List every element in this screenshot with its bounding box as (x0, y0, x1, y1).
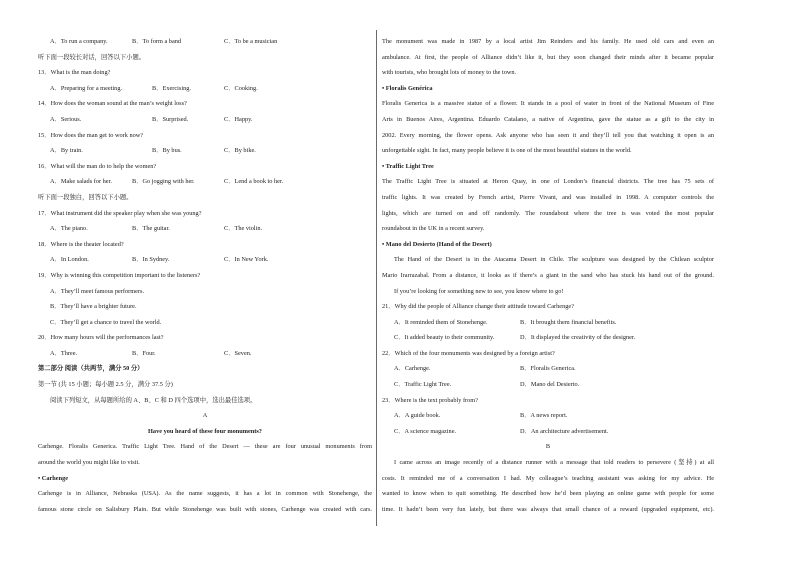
q19-option-c: C．They’ll get a chance to travel the world. (50, 318, 162, 326)
q21-options-cd (382, 330, 714, 346)
floralis-line-3: 2002. Every morning, the flower opens. Ask anyone who has seen it and they’ll tell you that watching it open is an (382, 131, 714, 139)
passage-a-label: A (202, 412, 208, 420)
q19-option-a: A．They’ll meet famous performers. (50, 287, 145, 295)
q21-question: 21．Why did the people of Alliance change their attitude toward Carhenge? (382, 303, 574, 311)
q16-option-b: B．Go jogging with her. (132, 178, 195, 186)
q17-option-a: A．The piano. (50, 225, 88, 233)
q16-option-a: A．Make salads for her. (50, 178, 112, 186)
floralis-line-4: unforgettable sight. In fact, many people believe it is one of the most beautiful statues in the world. (382, 147, 632, 155)
q21-option-c: C．It added beauty to their community. (394, 334, 495, 342)
q20-question: 20．How many hours will the performances last? (38, 334, 164, 342)
traffic-line-4: roundabout in the UK in a recent survey. (382, 225, 485, 233)
q15-option-c: C．By bike. (224, 147, 256, 155)
passage9-intro: 听下面一段独白，回答以下小题。 (38, 193, 133, 201)
q22-option-b: B．Floralis Generica. (520, 365, 576, 373)
traffic-line-2: traffic lights. It was created by French artist, Pierre Vivant, and was installed in 1998. A computer controls the (382, 193, 714, 201)
mano-line-2: Mario Irarrazabal. From a distance, it looks as if there’s a giant in the sand who has stuck his hand out of the ground. (382, 271, 714, 279)
column-divider (376, 30, 377, 526)
q17-option-b: B．The guitar. (132, 225, 170, 233)
q22-option-a: A．Carhenge. (394, 365, 431, 373)
passage-b-line-3: wanted to know when to quit something. He described how he’d been playing an online game with people for some (382, 490, 714, 498)
q22-option-c: C．Traffic Light Tree. (394, 381, 452, 389)
q14-question: 14．How does the woman sound at the man’s weight loss? (38, 100, 187, 108)
passage-b-line-4: time. It hadn’t been very fun lately, but there was always that small chance of a reward (upgraded equipment, etc). (382, 505, 714, 513)
q19-question: 19．Why is winning this competition important to the listeners? (38, 271, 201, 279)
q18-option-b: B．In Sydney. (132, 256, 170, 264)
passage-b-label: B (545, 443, 551, 451)
intro-line-2: around the world you might like to visit. (38, 459, 140, 467)
q21-option-d: D．It displayed the creativity of the designer. (520, 334, 636, 342)
floralis-line-1: Floralis Generica is a massive statue of a flower. It stands in a pool of water in front of the National Museum of Fine (382, 100, 714, 108)
left-column (38, 34, 372, 517)
q22-question: 22．Which of the four monuments was designed by a foreign artist? (382, 349, 555, 357)
q21-option-a: A．It reminded them of Stonehenge. (394, 318, 488, 326)
q18-options (38, 252, 372, 268)
q16-option-c: C．Lend a book to her. (224, 178, 284, 186)
q14-option-c: C．Happy. (224, 115, 253, 123)
q12-option-a: A．To run a company. (50, 38, 108, 45)
q13-question: 13．What is the man doing? (38, 69, 111, 77)
q18-question: 18．Where is the theater located? (38, 240, 124, 248)
q13-option-b: B．Exercising. (152, 84, 191, 92)
traffic-line-3: lights, which are turned on and off randomly. The roundabout where the tree is was voted the most popular (382, 209, 714, 217)
q16-options (38, 174, 372, 190)
carhenge-heading: • Carhenge (38, 474, 69, 482)
q14-option-b: B．Surprised. (152, 115, 189, 123)
carhenge-cont-line-3: with tourists, who brought lots of money to the town. (382, 69, 517, 77)
carhenge-cont-line-1: The monument was made in 1987 by a local artist Jim Reinders and his family. He used old cars and even an (382, 38, 714, 45)
passage-b-line-2: costs. It reminded me of a conversation I had. My colleague’s teaching assistant was asking for my advice. He (382, 474, 714, 482)
q17-option-c: C．The violin. (224, 225, 263, 233)
traffic-line-1: The Traffic Light Tree is situated at Heron Quay, in one of London’s financial districts. The tree has 75 sets of (382, 178, 714, 186)
q15-option-b: B．By bus. (152, 147, 182, 155)
mano-heading: • Mano del Desierto (Hand of the Desert) (382, 240, 492, 248)
q23-option-c: C．A science magazine. (394, 427, 457, 435)
q20-option-c: C．Seven. (224, 349, 252, 357)
intro-line-1: Carhenge. Floralis Generica. Traffic Light Tree. Hand of the Desert — these are four unusual monuments from (38, 443, 372, 451)
floralis-heading: • Floralis Genérica (382, 84, 433, 92)
q22-options-cd (382, 377, 714, 393)
q18-option-c: C．In New York. (224, 256, 269, 264)
q18-option-a: A．In London. (50, 256, 89, 264)
q23-option-d: D．An architecture advertisement. (520, 427, 609, 435)
q14-options (38, 112, 372, 128)
q16-question: 16．What will the man do to help the women? (38, 162, 157, 170)
q23-question: 23．Where is the text probably from? (382, 396, 478, 404)
passage-a-title: Have you heard of these four monuments? (148, 427, 262, 435)
q15-option-a: A．By train. (50, 147, 83, 155)
mano-line-3: If you’re looking for something new to see, you know where to go! (394, 287, 564, 295)
q17-question: 17．What instrument did the speaker play when she was young? (38, 209, 202, 217)
q12-option-c: C．To be a musician (224, 38, 278, 45)
section1-title: 第一节 (共 15 小题；每小题 2.5 分，满分 37.5 分) (38, 381, 173, 389)
q19-option-b: B．They’ll have a brighter future. (50, 303, 137, 311)
q13-option-c: C．Cooking. (224, 84, 258, 92)
carhenge-line-2: famous stone circle on Salisbury Plain. But while Stonehenge was built with stones, Carhenge was created with cars. (38, 505, 372, 513)
q20-option-b: B．Four. (132, 349, 156, 357)
q21-option-b: B．It brought them financial benefits. (520, 318, 617, 326)
passage8-intro: 听下面一段较长对话，回答以下小题。 (38, 53, 146, 61)
q20-options (38, 346, 372, 362)
q22-options-ab (382, 361, 714, 377)
traffic-heading: • Traffic Light Tree (382, 162, 434, 170)
q23-options-ab (382, 408, 714, 424)
q21-options-ab (382, 315, 714, 331)
q22-option-d: D．Mano del Desierto. (520, 381, 580, 389)
q12-option-b: B．To form a band (132, 38, 182, 45)
q12-options (38, 34, 372, 50)
q15-question: 15．How does the man get to work now? (38, 131, 144, 139)
q20-option-a: A．Three. (50, 349, 78, 357)
mano-line-1: The Hand of the Desert is in the Atacama Desert in Chile. The sculpture was designed by the Chilean sculptor (394, 256, 714, 264)
q23-option-b: B．A news report. (520, 412, 568, 420)
q23-options-cd (382, 424, 714, 440)
floralis-line-2: Arts in Buenos Aires, Argentina. Eduardo Catalano, a native of Argentina, gave the statue as a gift to the city in (382, 115, 714, 123)
q14-option-a: A．Serious. (50, 115, 82, 123)
q15-options (38, 143, 372, 159)
carhenge-line-1: Carhenge is in Alliance, Nebraska (USA). As the name suggests, it has a lot in common with Stonehenge, the (38, 490, 372, 498)
q13-option-a: A．Preparing for a meeting. (50, 84, 123, 92)
q23-option-a: A．A guide book. (394, 412, 441, 420)
reading-instructions: 阅读下列短文，从每题所给的 A、B、C 和 D 四个选项中，选出最佳选项。 (50, 396, 257, 404)
carhenge-cont-line-2: ambulance. At first, the people of Alliance didn’t like it, but they soon changed their minds after it became popular (382, 53, 714, 61)
q17-options (38, 221, 372, 237)
q13-options (38, 81, 372, 97)
right-column (382, 34, 714, 517)
passage-b-line-1: I came across an image recently of a distance runner with a message that told readers to persevere (坚持) at all (394, 459, 714, 467)
part2-title: 第二部分 阅读（共两节，满分 50 分） (38, 365, 144, 373)
